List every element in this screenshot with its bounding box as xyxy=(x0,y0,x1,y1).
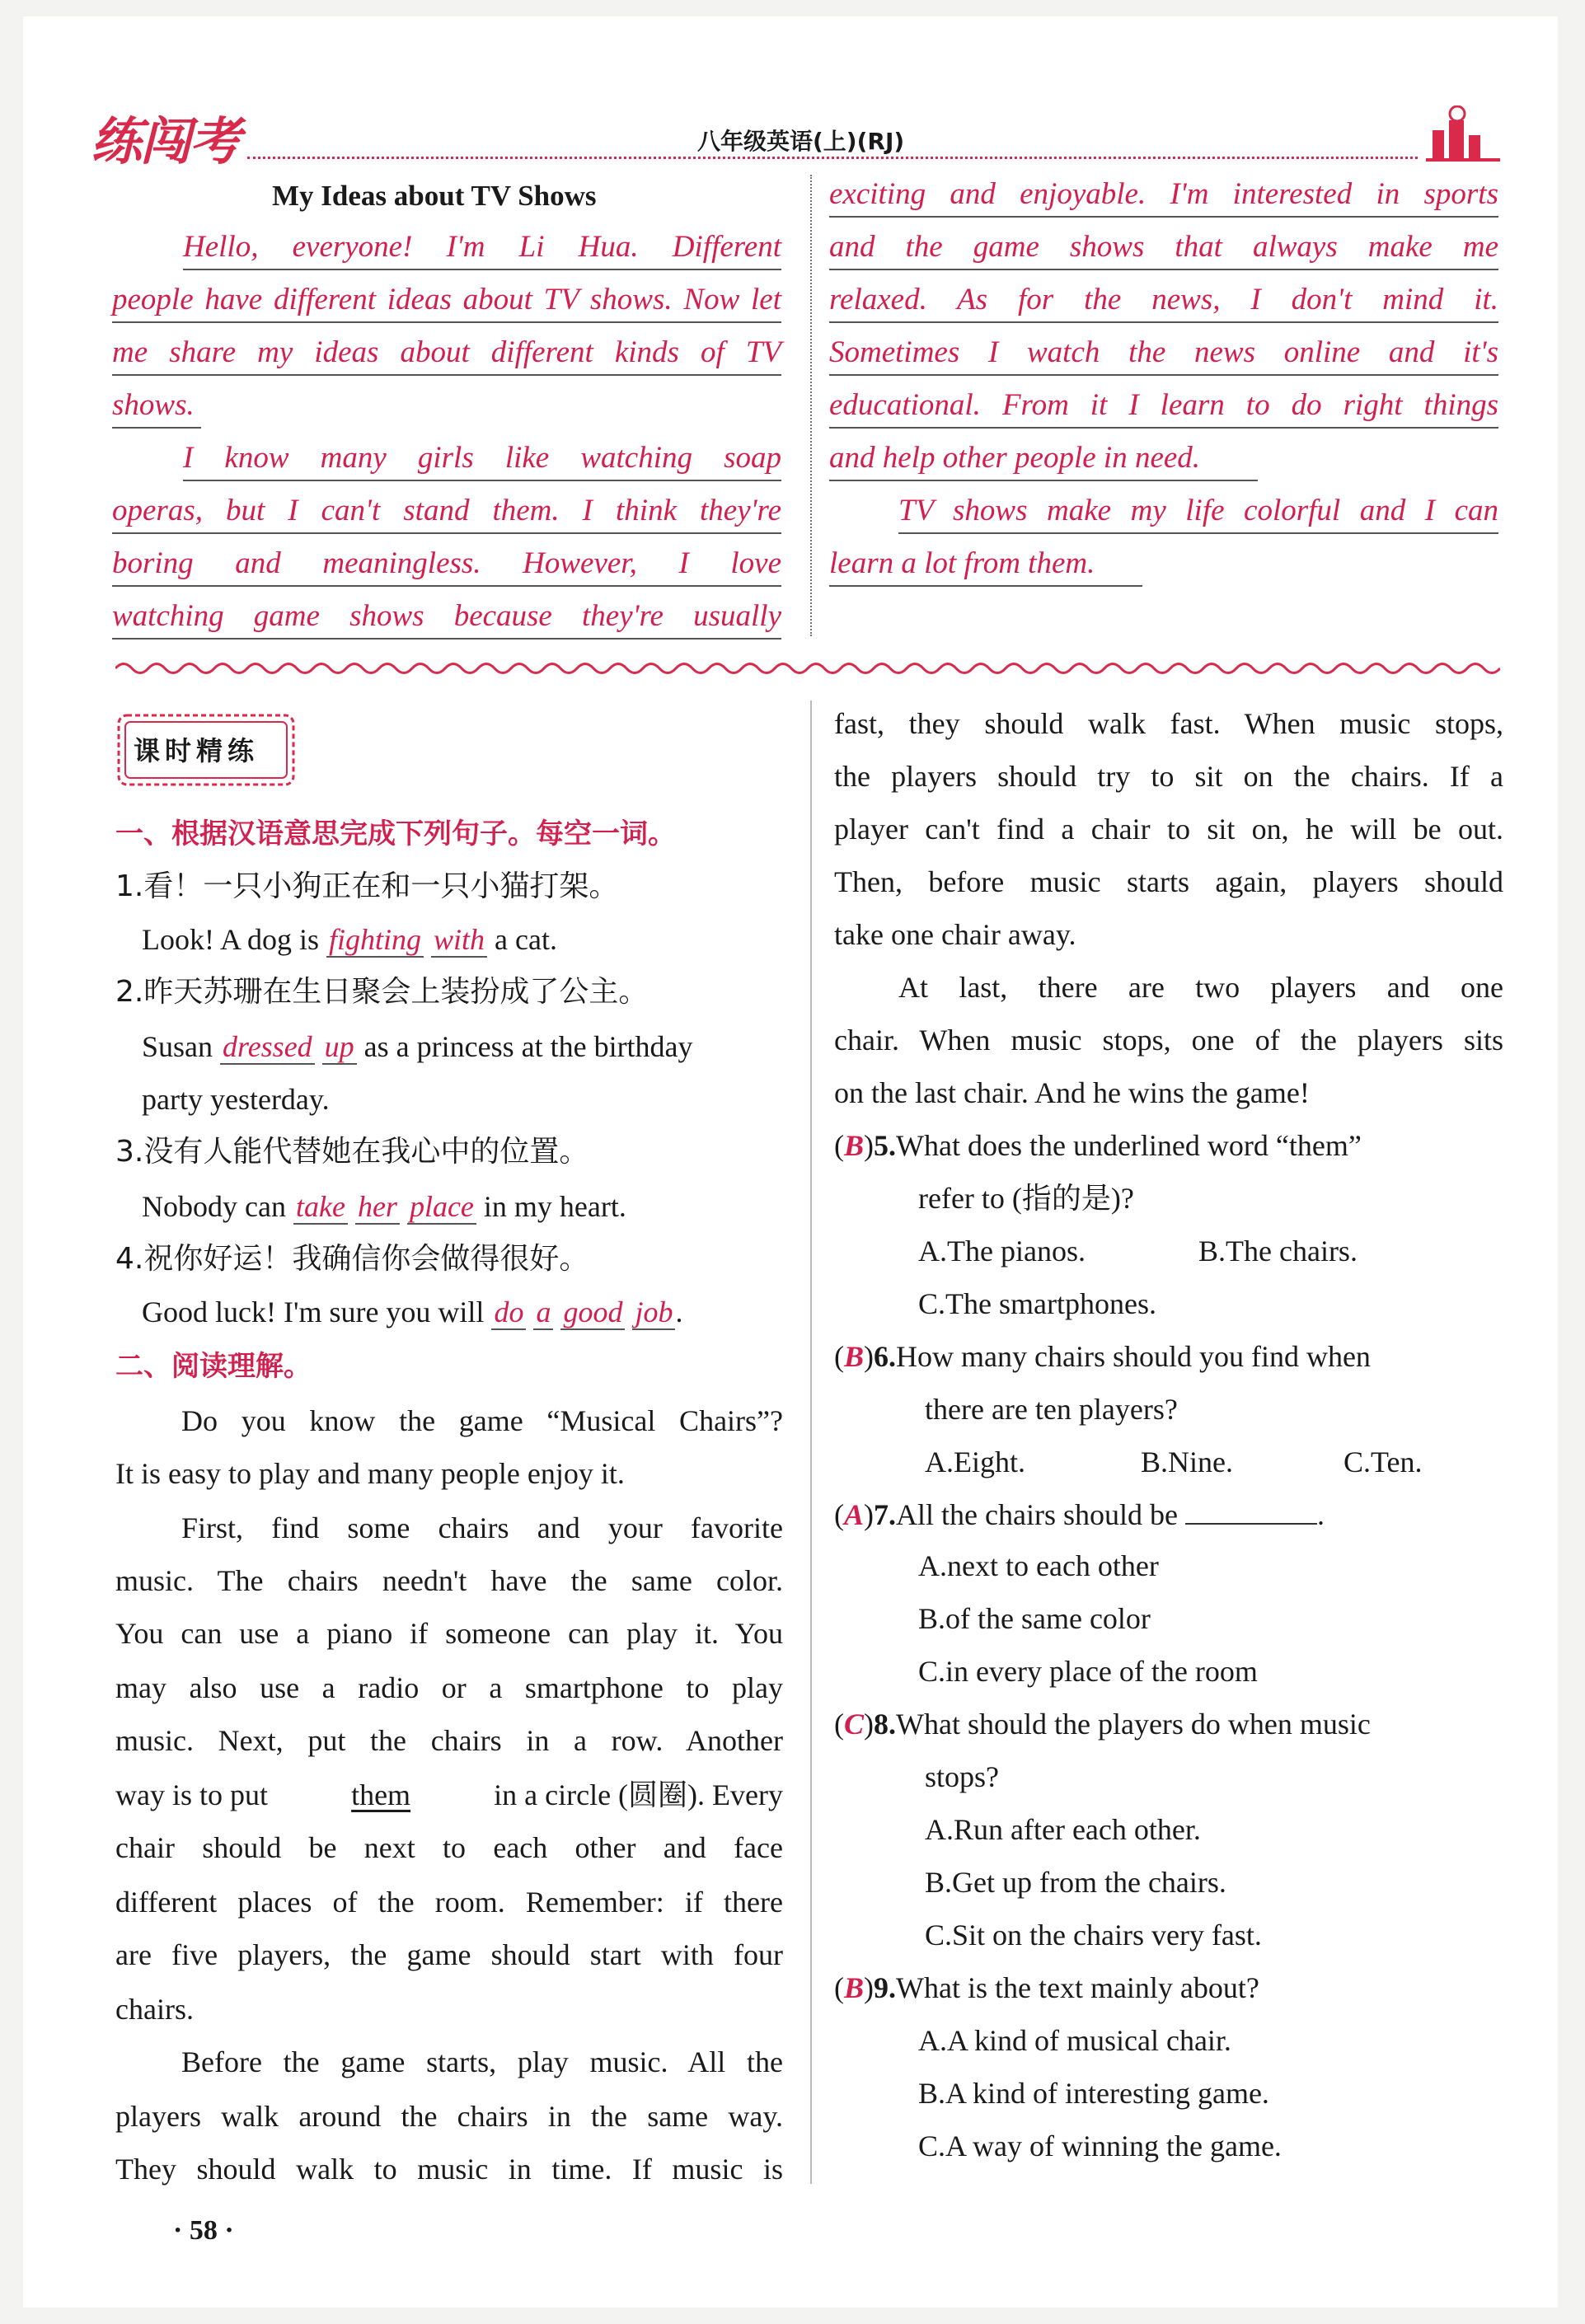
header-divider xyxy=(247,157,1418,159)
part2-heading: 二、阅读理解。 xyxy=(115,1350,312,1383)
essay-line: TV shows make my life colorful and I can xyxy=(898,491,1498,534)
option: A.The pianos. xyxy=(918,1235,1086,1267)
answer-fill: fighting xyxy=(326,923,424,958)
passage-line: music. Next, put the chairs in a row. Another xyxy=(115,1724,783,1757)
answer-letter: B xyxy=(844,1971,865,2004)
question-cn: 1.看！一只小狗正在和一只小猫打架。 xyxy=(115,869,619,903)
option: C.A way of winning the game. xyxy=(918,2130,1282,2162)
essay-line: and the game shows that always make me xyxy=(829,227,1498,270)
question-9: (B)9.What is the text mainly about? xyxy=(834,1971,1259,2004)
passage-line: Before the game starts, play music. All the xyxy=(181,2045,783,2078)
passage-line: players walk around the chairs in the same way. xyxy=(115,2100,783,2133)
book-title: 八年级英语(上)(RJ) xyxy=(697,128,905,155)
column-divider xyxy=(810,700,812,2184)
essay-line: shows. xyxy=(112,386,201,429)
essay-line: operas, but I can't stand them. I think they're xyxy=(112,491,781,534)
passage-line: on the last chair. And he wins the game! xyxy=(834,1076,1310,1109)
option: A.Run after each other. xyxy=(925,1813,1201,1846)
essay-line: Sometimes I watch the news online and it's xyxy=(829,333,1498,376)
part1-heading: 一、根据汉语意思完成下列句子。每空一词。 xyxy=(115,818,676,850)
option: A.next to each other xyxy=(918,1549,1159,1582)
passage-line: You can use a piano if someone can play it. You xyxy=(115,1617,783,1650)
answer-fill: her xyxy=(355,1190,400,1225)
passage-line: the players should try to sit on the chairs. If a xyxy=(834,760,1503,793)
passage-line: chair should be next to each other and face xyxy=(115,1831,783,1864)
answer-fill: with xyxy=(431,923,487,958)
passage-line: chair. When music stops, one of the players sits xyxy=(834,1024,1503,1057)
passage-line: Do you know the game “Musical Chairs”? xyxy=(181,1404,783,1437)
brand-logo: 练闯考 xyxy=(91,111,240,171)
answer-blank xyxy=(1185,1493,1317,1525)
passage-line: may also use a radio or a smartphone to play xyxy=(115,1671,783,1704)
wave-divider xyxy=(115,659,1500,677)
essay-title: My Ideas about TV Shows xyxy=(272,180,597,212)
passage-line: different places of the room. Remember: if there xyxy=(115,1886,783,1919)
answer-letter: C xyxy=(844,1708,865,1741)
question-en: Nobody can take her place in my heart. xyxy=(142,1190,626,1223)
question-cn: 4.祝你好运！我确信你会做得很好。 xyxy=(115,1242,589,1276)
answer-fill: good xyxy=(560,1296,625,1330)
question-6-cont: there are ten players? xyxy=(925,1393,1178,1426)
page-number: · 58 · xyxy=(173,2215,234,2246)
passage-line: chairs. xyxy=(115,1993,194,2026)
answer-fill: a xyxy=(533,1296,553,1330)
essay-line: watching game shows because they're usually xyxy=(112,597,781,640)
question-cn: 3.没有人能代替她在我心中的位置。 xyxy=(115,1135,589,1169)
option: B.A kind of interesting game. xyxy=(918,2077,1269,2110)
answer-fill: dressed xyxy=(220,1030,315,1065)
passage-line: It is easy to play and many people enjoy it. xyxy=(115,1457,625,1490)
option: B.The chairs. xyxy=(1198,1235,1358,1267)
question-8: (C)8.What should the players do when music xyxy=(834,1708,1371,1741)
option: B.Get up from the chairs. xyxy=(925,1866,1226,1899)
question-en: Good luck! I'm sure you will do a good job. xyxy=(142,1296,683,1328)
essay-line: learn a lot from them. xyxy=(829,544,1142,587)
essay-line: boring and meaningless. However, I love xyxy=(112,544,781,587)
essay-line: exciting and enjoyable. I'm interested in sports xyxy=(829,175,1498,218)
passage-line: music. The chairs needn't have the same color. xyxy=(115,1564,783,1597)
answer-letter: A xyxy=(844,1498,865,1531)
answer-fill: place xyxy=(407,1190,476,1225)
answer-fill: take xyxy=(293,1190,348,1225)
option: B.Nine. xyxy=(1141,1445,1233,1478)
essay-line: Hello, everyone! I'm Li Hua. Different xyxy=(183,227,781,270)
decoration-icon xyxy=(1426,105,1500,163)
column-divider xyxy=(810,175,812,636)
essay-line: people have different ideas about TV shows. Now let xyxy=(112,280,781,323)
underlined-word: them xyxy=(351,1778,411,1811)
answer-letter: B xyxy=(844,1340,865,1373)
question-5: (B)5.What does the underlined word “them” xyxy=(834,1129,1362,1162)
passage-line: First, find some chairs and your favorite xyxy=(181,1511,783,1544)
passage-line: way is to put them in a circle (圆圈). Every xyxy=(115,1769,783,1821)
option: B.of the same color xyxy=(918,1602,1151,1635)
badge-label: 课时精练 xyxy=(134,735,260,766)
option: C.The smartphones. xyxy=(918,1287,1156,1320)
question-en: Look! A dog is fighting with a cat. xyxy=(142,923,557,956)
question-5-cont: refer to (指的是)? xyxy=(918,1182,1134,1215)
passage-line: At last, there are two players and one xyxy=(898,971,1503,1004)
answer-fill: do xyxy=(491,1296,526,1330)
question-en: Susan dressed up as a princess at the birthday xyxy=(142,1030,693,1063)
option: C.Sit on the chairs very fast. xyxy=(925,1919,1262,1952)
passage-line: take one chair away. xyxy=(834,918,1076,951)
answer-letter: B xyxy=(844,1129,865,1162)
answer-fill: up xyxy=(322,1030,357,1065)
option: A.Eight. xyxy=(925,1445,1025,1478)
answer-fill: job xyxy=(632,1296,675,1330)
passage-line: They should walk to music in time. If music is xyxy=(115,2153,783,2186)
passage-line: player can't find a chair to sit on, he will be out. xyxy=(834,813,1503,846)
question-8-cont: stops? xyxy=(925,1760,999,1793)
essay-line: I know many girls like watching soap xyxy=(183,438,781,481)
essay-line: educational. From it I learn to do right things xyxy=(829,386,1498,429)
essay-line: relaxed. As for the news, I don't mind it. xyxy=(829,280,1498,323)
option: C.Ten. xyxy=(1343,1445,1423,1478)
passage-line: are five players, the game should start with four xyxy=(115,1938,783,1971)
passage-line: fast, they should walk fast. When music stops, xyxy=(834,707,1503,740)
question-6: (B)6.How many chairs should you find when xyxy=(834,1340,1371,1373)
passage-line: Then, before music starts again, players should xyxy=(834,865,1503,898)
question-en-cont: party yesterday. xyxy=(142,1083,330,1116)
option: A.A kind of musical chair. xyxy=(918,2024,1231,2057)
option: C.in every place of the room xyxy=(918,1655,1258,1688)
question-cn: 2.昨天苏珊在生日聚会上装扮成了公主。 xyxy=(115,975,649,1009)
essay-line: me share my ideas about different kinds of TV xyxy=(112,333,781,376)
essay-line: and help other people in need. xyxy=(829,438,1258,481)
question-7: (A)7.All the chairs should be . xyxy=(834,1488,1325,1541)
